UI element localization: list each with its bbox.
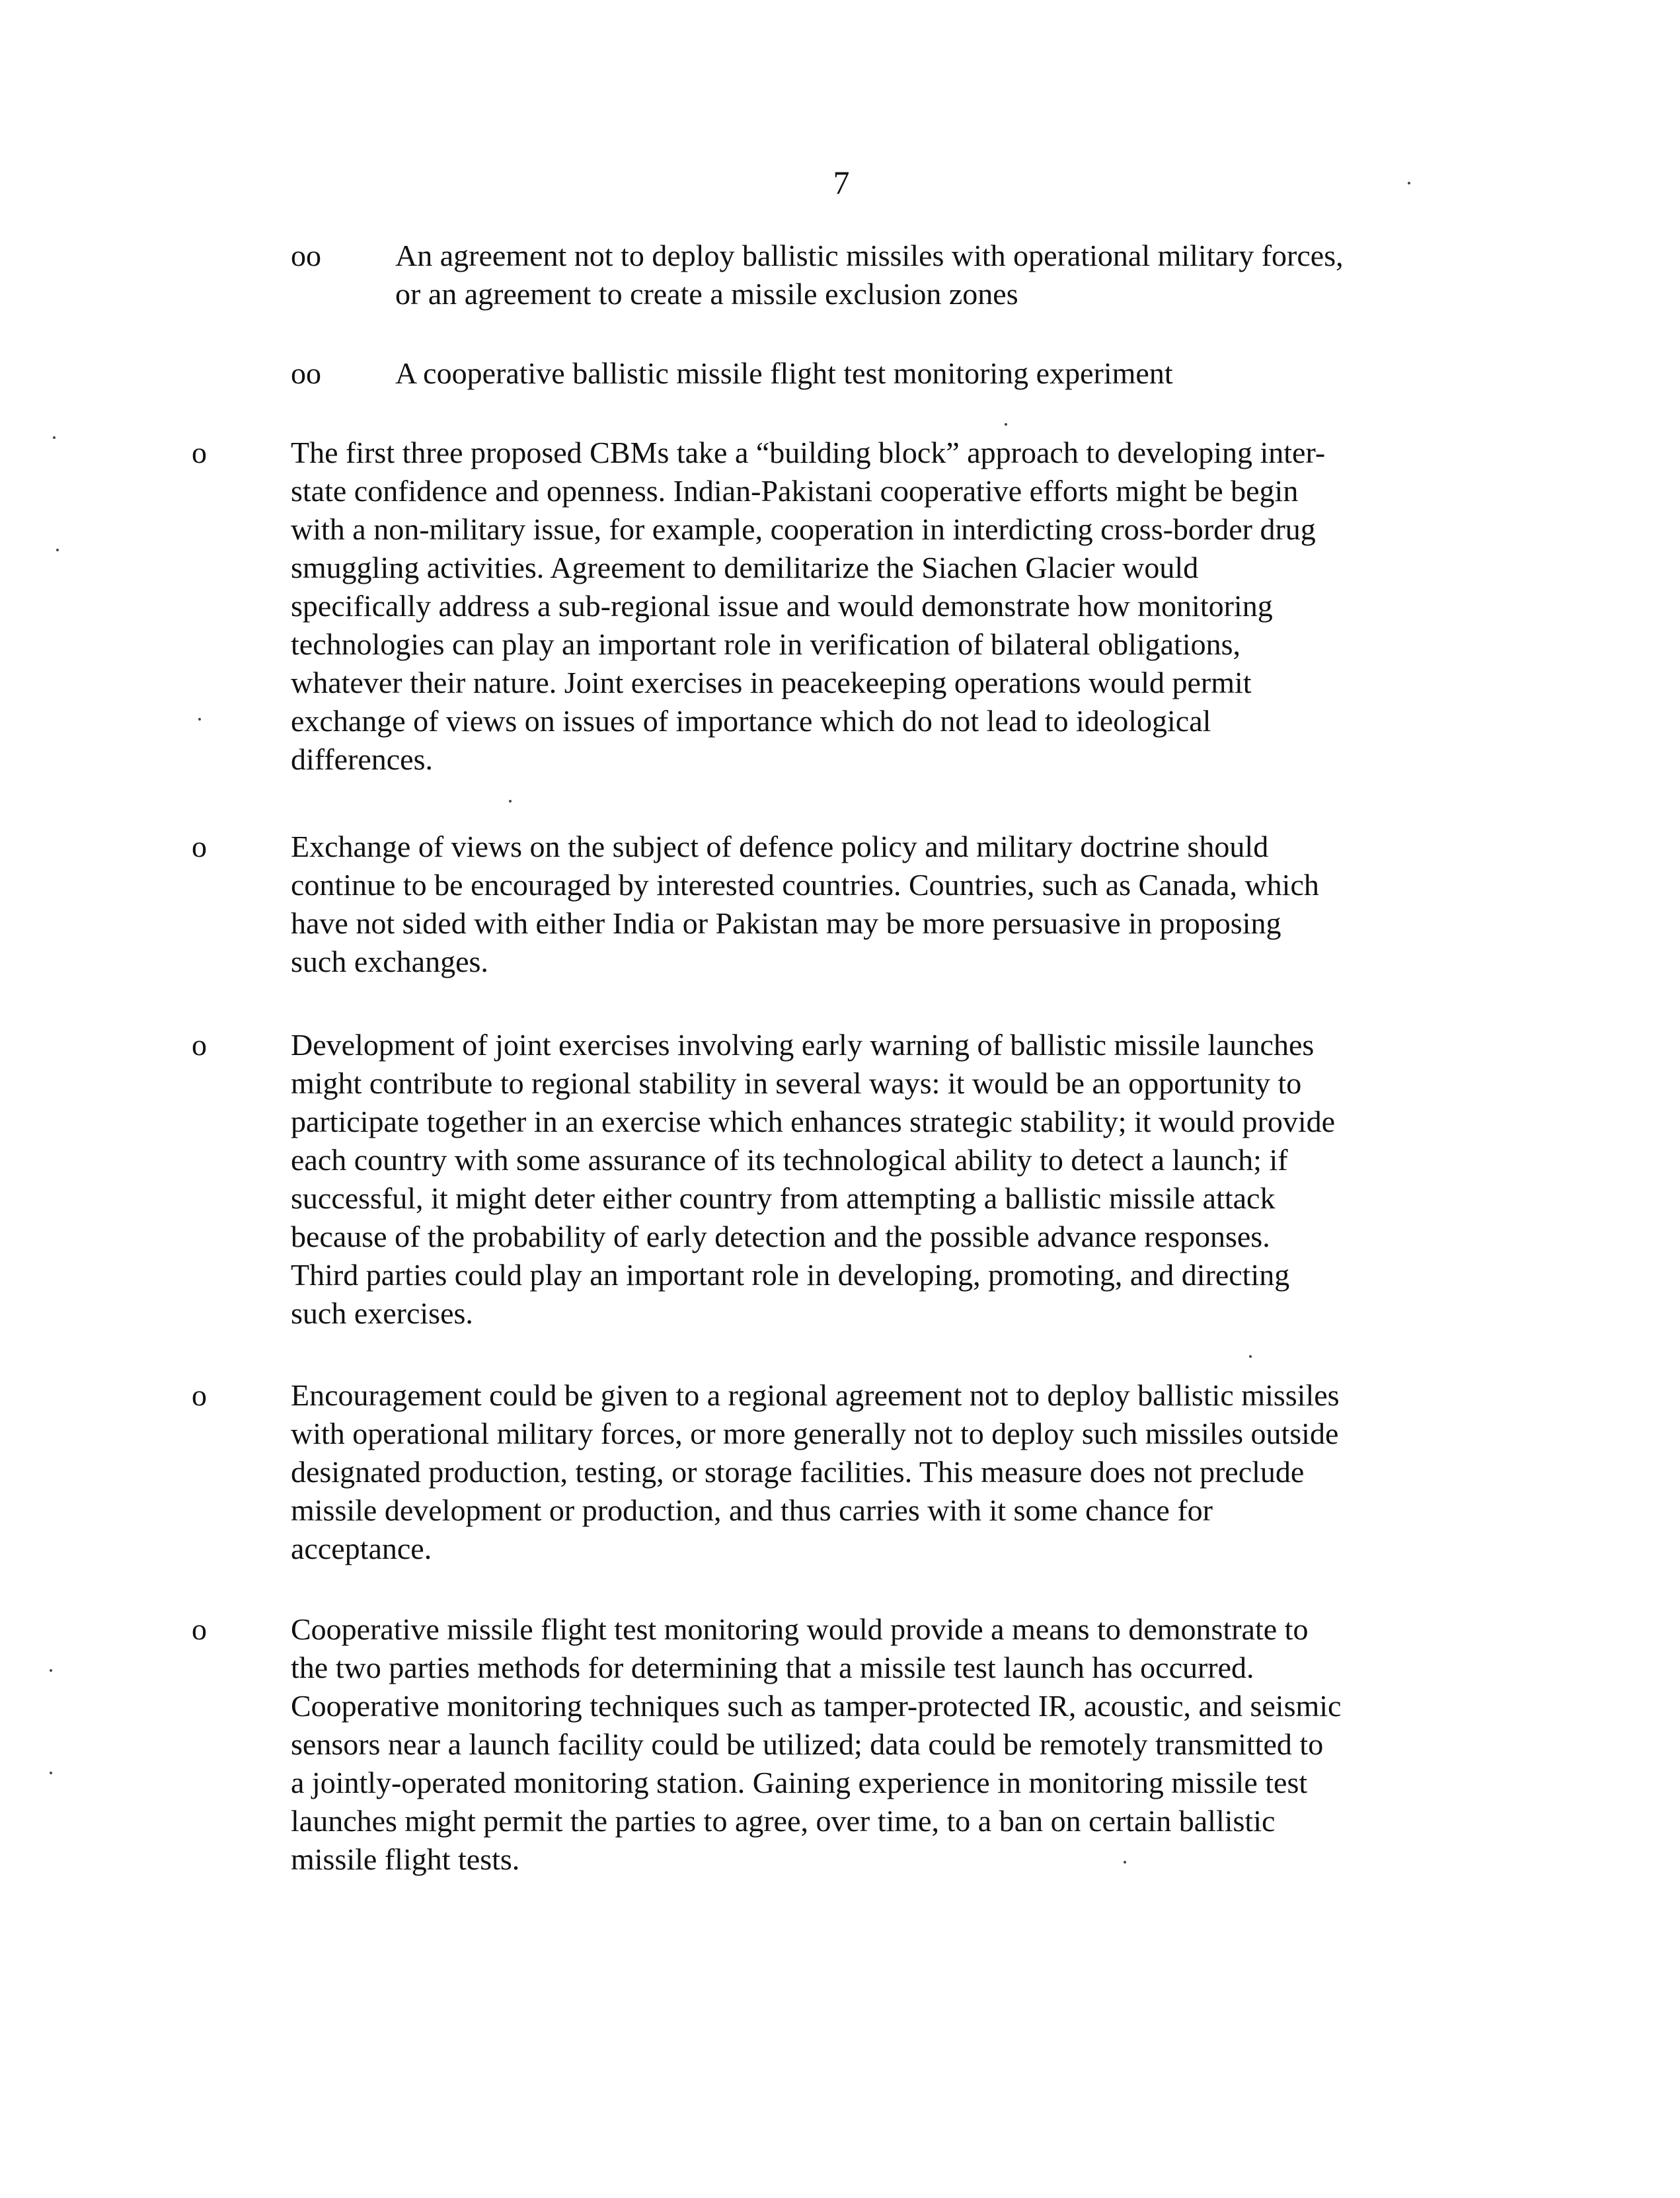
text-line: Encouragement could be given to a regional agreement not to deploy ballistic missiles — [291, 1378, 1340, 1412]
text-line: missile flight tests. — [291, 1842, 520, 1876]
text-line: Third parties could play an important role in developing, promoting, and directing — [291, 1258, 1290, 1292]
scan-speck — [198, 718, 201, 721]
text-line: participate together in an exercise which enhances strategic stability; it would provide — [291, 1105, 1336, 1138]
scan-speck — [53, 436, 56, 439]
text-line: exchange of views on issues of importance which do not lead to ideological — [291, 704, 1211, 738]
text-line: such exercises. — [291, 1296, 473, 1330]
bullet-marker: o — [192, 1612, 207, 1646]
bullet-text — [291, 1376, 1566, 1568]
scan-speck — [50, 1772, 52, 1774]
sub-bullet-text — [395, 237, 1519, 313]
text-line: A cooperative ballistic missile flight test monitoring experiment — [395, 356, 1173, 390]
text-line: the two parties methods for determining that a missile test launch has occurred. — [291, 1651, 1254, 1684]
text-line: Development of joint exercises involving early warning of ballistic missile launches — [291, 1028, 1315, 1062]
bullet-text — [291, 1026, 1566, 1333]
text-line: have not sided with either India or Pakistan may be more persuasive in proposing — [291, 906, 1281, 940]
text-line: launches might permit the parties to agree, over time, to a ban on certain ballistic — [291, 1804, 1276, 1838]
sub-bullet-text — [395, 354, 1519, 393]
text-line: sensors near a launch facility could be utilized; data could be remotely transmitted to — [291, 1727, 1324, 1761]
text-line: continue to be encouraged by interested countries. Countries, such as Canada, which — [291, 868, 1319, 902]
text-line: An agreement not to deploy ballistic missiles with operational military forces, — [395, 239, 1344, 272]
text-line: differences. — [291, 742, 433, 776]
bullet-text — [291, 828, 1566, 981]
scan-speck — [509, 800, 512, 803]
text-line: with operational military forces, or more generally not to deploy such missiles outside — [291, 1417, 1339, 1450]
text-line: The first three proposed CBMs take a “building block” approach to developing inter- — [291, 436, 1326, 469]
text-line: specifically address a sub-regional issue and would demonstrate how monitoring — [291, 589, 1273, 623]
text-line: a jointly-operated monitoring station. Gaining experience in monitoring missile test — [291, 1766, 1308, 1799]
text-line: state confidence and openness. Indian-Pakistani cooperative efforts might be begin — [291, 474, 1299, 508]
text-line: might contribute to regional stability in several ways: it would be an opportunity to — [291, 1066, 1302, 1100]
bullet-text — [291, 434, 1566, 779]
sub-bullet-marker: oo — [291, 239, 321, 272]
sub-bullet-marker: oo — [291, 356, 321, 390]
bullet-marker: o — [192, 830, 207, 863]
text-line: smuggling activities. Agreement to demilitarize the Siachen Glacier would — [291, 551, 1199, 584]
text-line: successful, it might deter either country from attempting a ballistic missile attack — [291, 1181, 1276, 1215]
text-line: acceptance. — [291, 1532, 432, 1565]
text-line: whatever their nature. Joint exercises in peacekeeping operations would permit — [291, 666, 1252, 699]
bullet-marker: o — [192, 1028, 207, 1062]
text-line: such exchanges. — [291, 945, 488, 978]
text-line: because of the probability of early detection and the possible advance responses. — [291, 1220, 1270, 1253]
text-line: designated production, testing, or storage facilities. This measure does not preclude — [291, 1455, 1305, 1489]
text-line: technologies can play an important role in verification of bilateral obligations, — [291, 627, 1241, 661]
text-line: Cooperative monitoring techniques such as tamper-protected IR, acoustic, and seismic — [291, 1689, 1342, 1723]
scan-speck — [1249, 1355, 1252, 1358]
text-line: with a non-military issue, for example, cooperation in interdicting cross-border drug — [291, 512, 1316, 546]
bullet-marker: o — [192, 1378, 207, 1412]
scan-speck — [1005, 423, 1007, 426]
text-line: each country with some assurance of its technological ability to detect a launch; if — [291, 1143, 1288, 1177]
scan-speck — [1124, 1861, 1126, 1864]
bullet-text — [291, 1610, 1566, 1879]
scan-speck — [56, 549, 59, 551]
text-line: Cooperative missile flight test monitoring would provide a means to demonstrate to — [291, 1612, 1309, 1646]
text-line: or an agreement to create a missile exclusion zones — [395, 277, 1018, 311]
bullet-marker: o — [192, 436, 207, 469]
text-line: Exchange of views on the subject of defence policy and military doctrine should — [291, 830, 1269, 863]
scan-speck — [50, 1669, 52, 1672]
page-number: 7 — [833, 164, 850, 201]
text-line: missile development or production, and thus carries with it some chance for — [291, 1493, 1213, 1527]
scan-speck — [1408, 182, 1410, 184]
